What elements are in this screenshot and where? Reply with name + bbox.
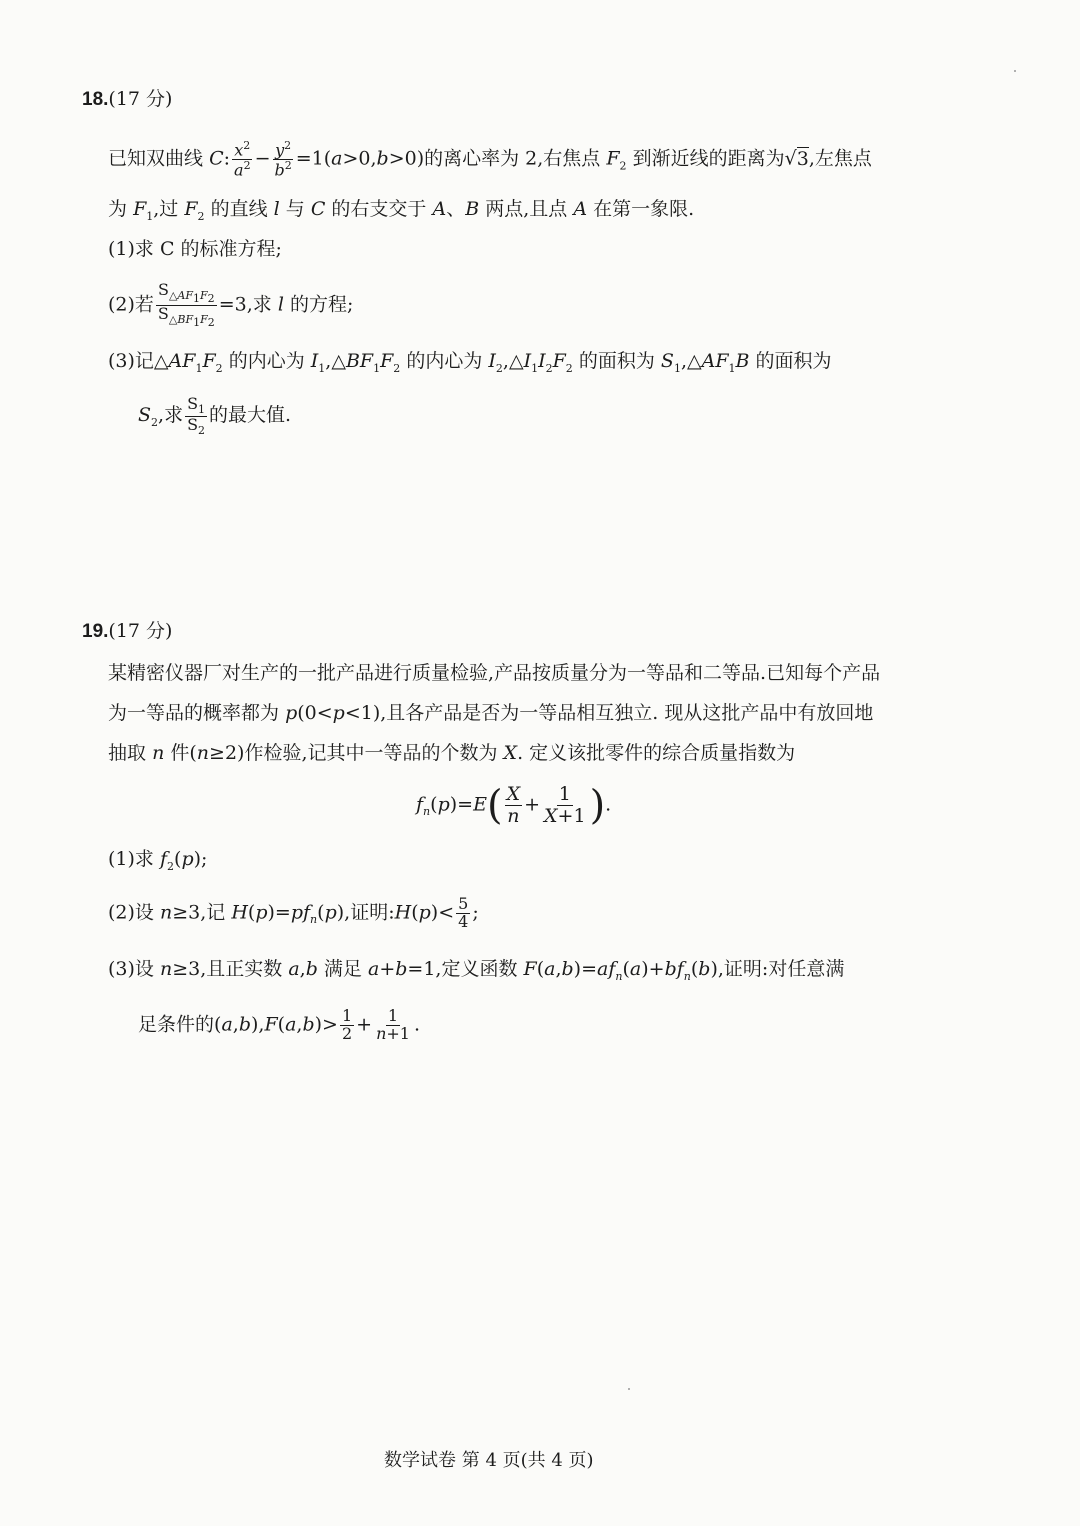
fraction-area-ratio: $\frac{S_{\triangle AF_1F_2}}{S_{\triangle BF_1F_2}}$ [157, 280, 215, 330]
q19-part1: (1)求 $f_2(p)$; [108, 848, 208, 873]
q19-number: 19. [82, 621, 109, 642]
fraction-y2-b2: $\frac{y^2}{b^2}$ [274, 139, 292, 180]
fraction-x2-a2: $\frac{x^2}{a^2}$ [234, 139, 251, 180]
q18-line2: 为 $F_1$,过 $F_2$ 的直线 l 与 C 的右支交于 A、B 两点,且点 A 在第一象限. [108, 198, 695, 223]
q18-part3: (3)记$\triangle AF_1F_2$ 的内心为 $I_1,\triangle BF_1F_2$ 的内心为 $I_2,\triangle I_1I_2F_2$ 的面积为 $S_1,\triangle AF_1B$ 的面积为 [108, 350, 832, 375]
page-footer: 数学试卷 第 4 页(共 4 页) [384, 1450, 594, 1471]
fraction-s1-s2: $\frac{S_1}{S_2}$ [187, 394, 206, 437]
q18-part3-cont: $S_2$,求 $\frac{S_1}{S_2}$ 的最大值. [138, 394, 292, 437]
q18-points: (17 分) [108, 88, 173, 110]
scan-speck [628, 1388, 630, 1390]
q19-line3: 抽取 n 件(n≥2)作检验,记其中一等品的个数为 X. 定义该批零件的综合质量指数为 [108, 742, 796, 764]
q18-part2: (2)若 $\frac{S_{\triangle AF_1F_2}}{S_{\triangle BF_1F_2}}$ =3,求 l 的方程; [108, 280, 354, 330]
q19-part3-cont: 足条件的(a,b),F(a,b)> $\frac{1}{2}$ + $\frac{1}{n+1}$ . [138, 1006, 421, 1043]
q19-line2: 为一等品的概率都为 p(0<p<1),且各产品是否为一等品相互独立. 现从这批产品中有放回地 [108, 702, 874, 724]
q18-part1: (1)求 C 的标准方程; [108, 238, 282, 260]
scan-speck [1014, 70, 1016, 72]
q18-number: 18. [82, 89, 109, 110]
q19-part2: (2)设 n≥3,记 $H(p)=pf_n(p)$,证明:H(p)< $\frac{5}{4}$ ; [108, 894, 479, 931]
q19-line1: 某精密仪器厂对生产的一批产品进行质量检验,产品按质量分为一等品和二等品.已知每个产品 [108, 662, 881, 684]
q18-intro: 已知双曲线 C: $\frac{x^2}{a^2}$ − $\frac{y^2}{b^2}$ =1(a>0,b>0)的离心率为 2,右焦点 $F_2$ 到渐近线的距离为√3,左焦点 [108, 139, 872, 180]
q19-formula: $f_n(p)=E$( $\frac{X}{n}$ + $\frac{1}{X+1}$ ). [416, 782, 612, 829]
q19-part3: (3)设 n≥3,且正实数 a,b 满足 a+b=1,定义函数 $F(a,b)=af_n(a)+bf_n(b)$,证明:对任意满 [108, 958, 845, 983]
q19-header [82, 622, 172, 641]
q19-points: (17 分) [108, 620, 173, 642]
sqrt3: √3 [784, 147, 809, 170]
q18-header [82, 90, 172, 109]
